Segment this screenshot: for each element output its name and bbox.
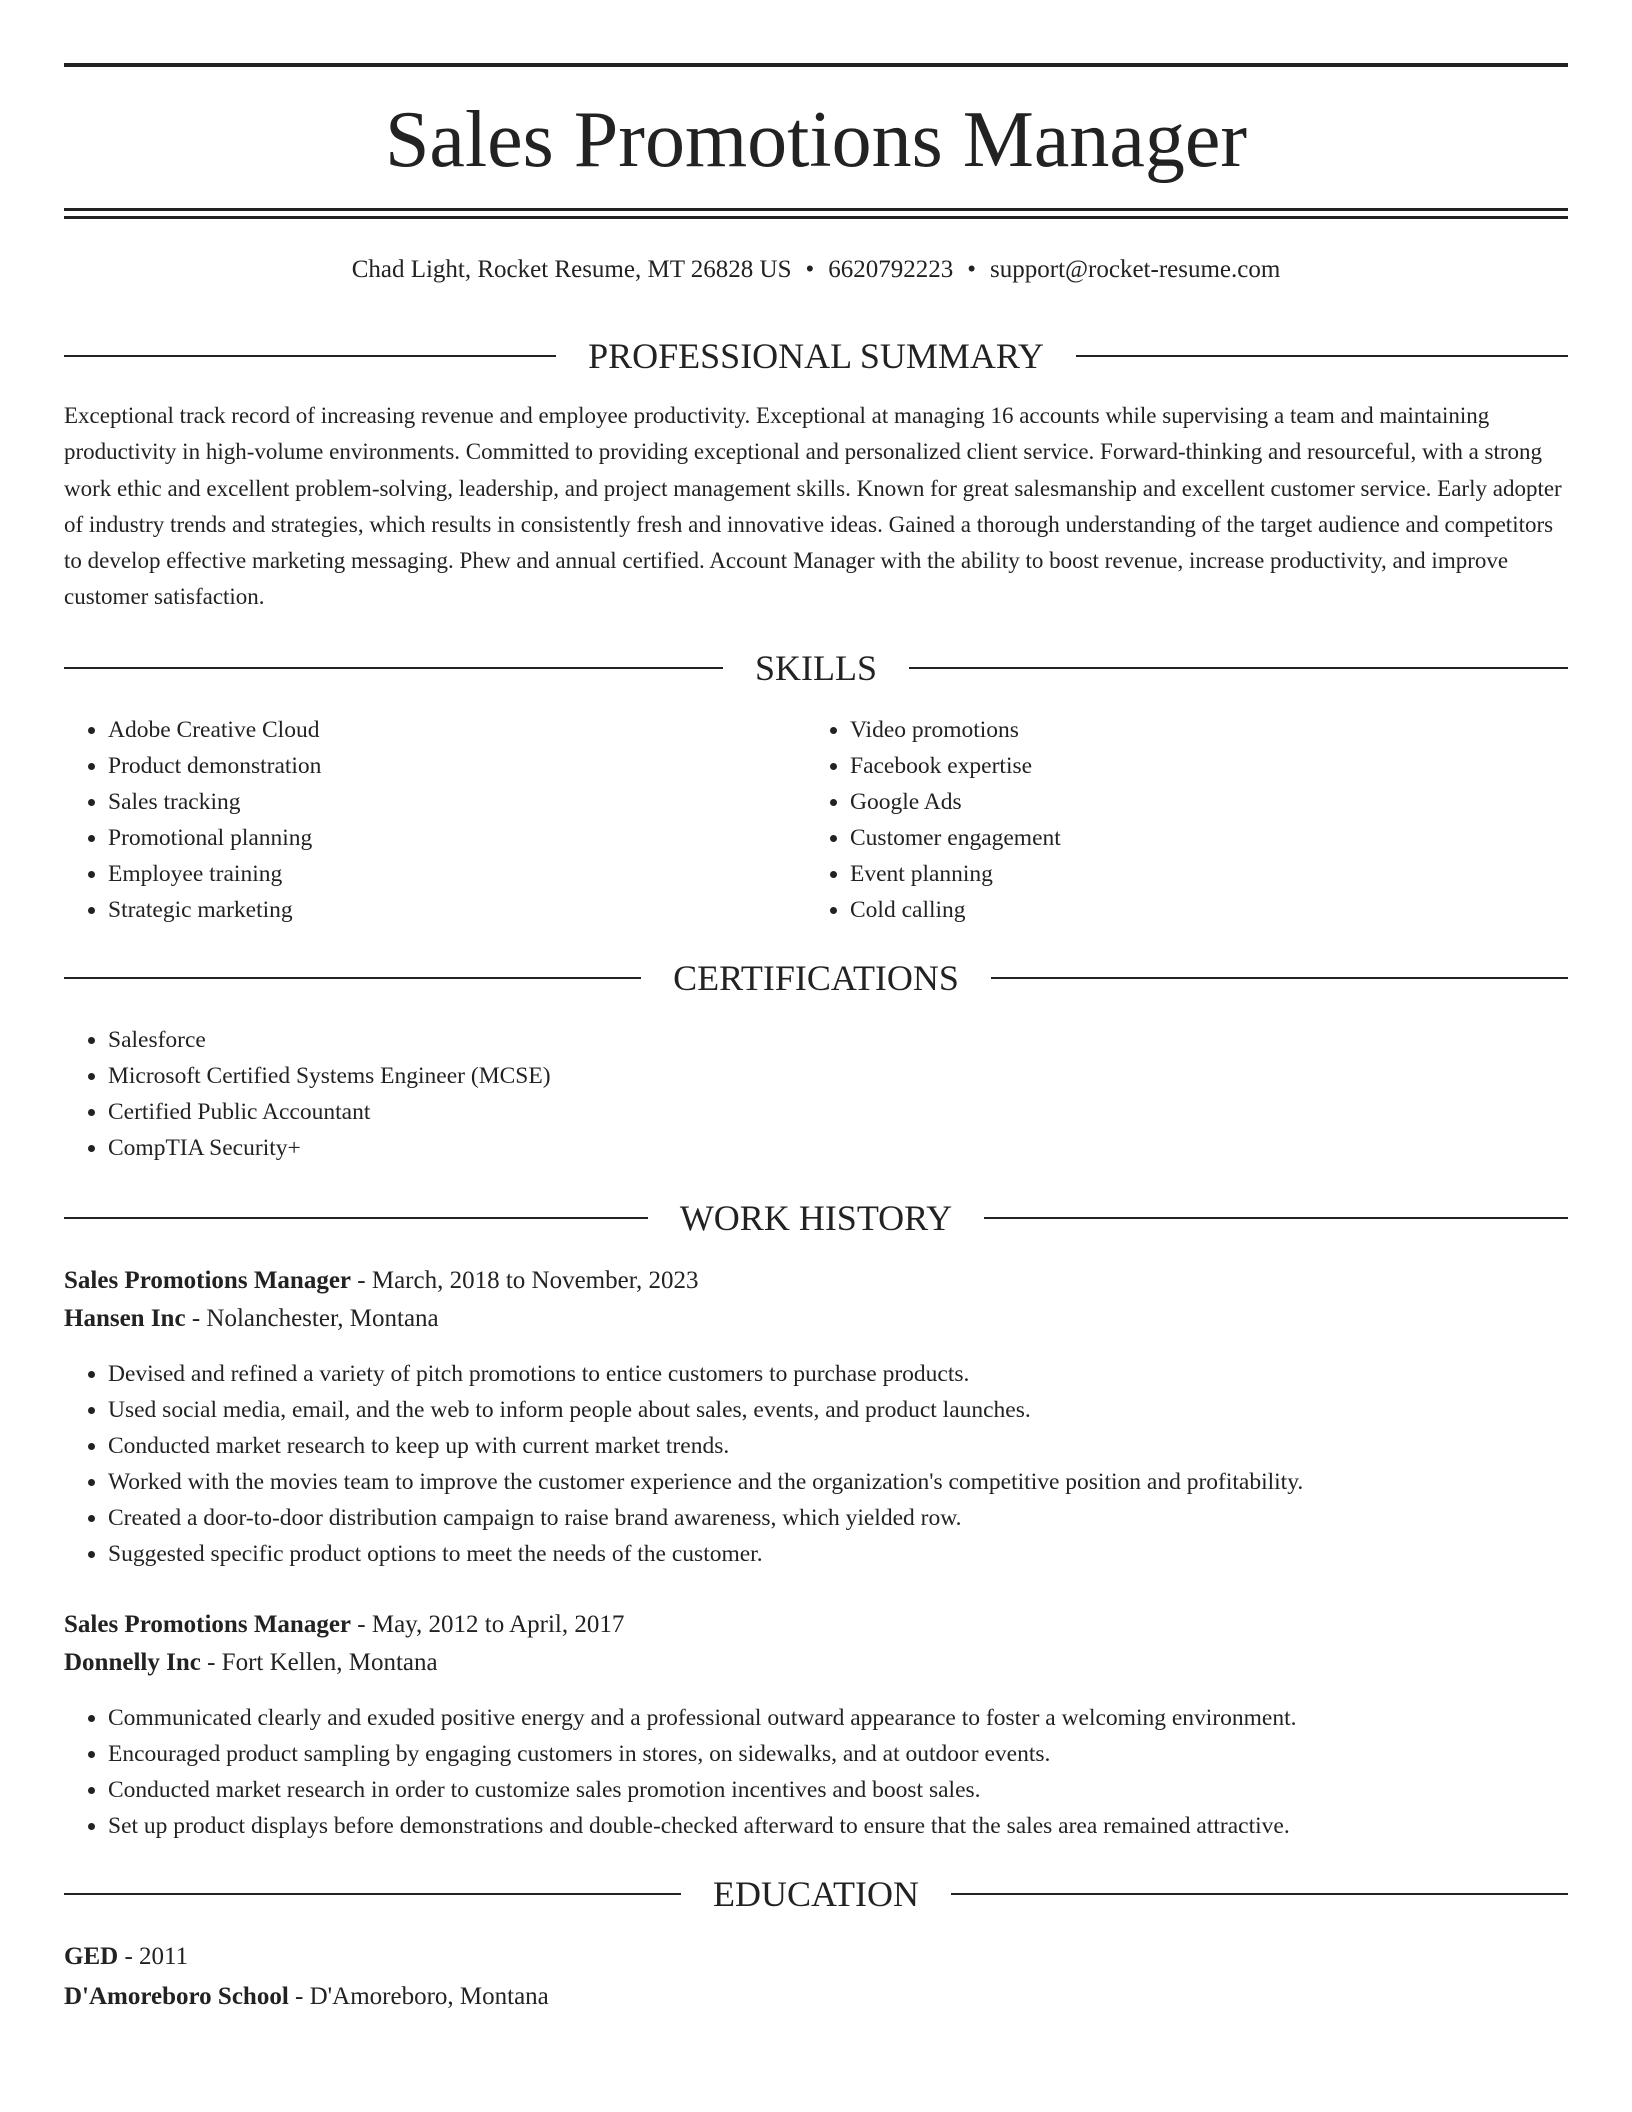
job-duty-item: • Communicated clearly and exuded positive energy and a professional outward appearance to foster a welcoming environment. bbox=[108, 1700, 1297, 1736]
section-title: WORK HISTORY bbox=[679, 1198, 953, 1238]
skill-item: • Customer engagement bbox=[850, 820, 1061, 856]
certifications-list bbox=[64, 1022, 551, 1166]
job-duty-item: • Set up product displays before demonstrations and double-checked afterward to ensure that the sales area remained attractive. bbox=[108, 1808, 1297, 1844]
heading-rule bbox=[64, 355, 556, 357]
job-location: - Nolanchester, Montana bbox=[185, 1305, 439, 1332]
heading-rule bbox=[991, 977, 1568, 979]
section-title: SKILLS bbox=[755, 648, 878, 688]
job-title-line bbox=[64, 1606, 624, 1644]
skills-list-left bbox=[64, 712, 321, 928]
skill-item: • Cold calling bbox=[850, 892, 1061, 928]
title-top-rule bbox=[64, 63, 1568, 67]
section-heading-education bbox=[64, 1870, 1568, 1918]
heading-rule bbox=[64, 667, 723, 669]
job-duties-list bbox=[64, 1356, 1303, 1572]
title-bottom-rule bbox=[64, 208, 1568, 211]
job-duty-item: • Devised and refined a variety of pitch promotions to entice customers to purchase products. bbox=[108, 1356, 1303, 1392]
job-title-line bbox=[64, 1262, 699, 1300]
education-year: - 2011 bbox=[118, 1943, 189, 1970]
certification-item: • Microsoft Certified Systems Engineer (MCSE) bbox=[108, 1058, 551, 1094]
heading-rule bbox=[64, 1217, 648, 1219]
job-role: Sales Promotions Manager bbox=[64, 1611, 352, 1638]
education-degree: GED bbox=[64, 1943, 119, 1970]
job-company: Donnelly Inc bbox=[64, 1649, 201, 1676]
job-company: Hansen Inc bbox=[64, 1305, 186, 1332]
skill-item: • Strategic marketing bbox=[108, 892, 321, 928]
section-heading-work-history bbox=[64, 1194, 1568, 1242]
skill-item: • Sales tracking bbox=[108, 784, 321, 820]
heading-rule bbox=[1076, 355, 1568, 357]
certification-item: • CompTIA Security+ bbox=[108, 1130, 551, 1166]
heading-rule bbox=[64, 977, 641, 979]
heading-rule bbox=[64, 1893, 681, 1895]
job-dates: - May, 2012 to April, 2017 bbox=[351, 1611, 625, 1638]
education-school: D'Amoreboro School bbox=[64, 1983, 289, 2010]
job-duty-item: • Conducted market research to keep up with current market trends. bbox=[108, 1428, 1303, 1464]
skill-item: • Promotional planning bbox=[108, 820, 321, 856]
education-location: - D'Amoreboro, Montana bbox=[288, 1983, 549, 2010]
job-duty-item: • Conducted market research in order to customize sales promotion incentives and boost sales. bbox=[108, 1772, 1297, 1808]
section-heading-skills bbox=[64, 644, 1568, 692]
job-duty-item: • Suggested specific product options to meet the needs of the customer. bbox=[108, 1536, 1303, 1572]
heading-rule bbox=[951, 1893, 1568, 1895]
skill-item: • Product demonstration bbox=[108, 748, 321, 784]
title-bottom-rule-double bbox=[64, 216, 1568, 219]
job-role: Sales Promotions Manager bbox=[64, 1267, 352, 1294]
skill-item: • Video promotions bbox=[850, 712, 1061, 748]
skill-item: • Employee training bbox=[108, 856, 321, 892]
job-company-line bbox=[64, 1300, 439, 1338]
job-dates: - March, 2018 to November, 2023 bbox=[351, 1267, 699, 1294]
contact-email[interactable]: support@rocket-resume.com bbox=[990, 256, 1281, 283]
job-duty-item: • Used social media, email, and the web to inform people about sales, events, and product launches. bbox=[108, 1392, 1303, 1428]
section-title: EDUCATION bbox=[713, 1874, 919, 1914]
heading-rule bbox=[984, 1217, 1568, 1219]
section-title: CERTIFICATIONS bbox=[673, 958, 959, 998]
section-title: PROFESSIONAL SUMMARY bbox=[588, 336, 1044, 376]
certification-item: • Certified Public Accountant bbox=[108, 1094, 551, 1130]
section-heading-summary bbox=[64, 332, 1568, 380]
job-duty-item: • Created a door-to-door distribution campaign to raise brand awareness, which yielded row. bbox=[108, 1500, 1303, 1536]
job-company-line bbox=[64, 1644, 438, 1682]
job-duty-item: • Worked with the movies team to improve the customer experience and the organization's competitive position and profitability. bbox=[108, 1464, 1303, 1500]
skill-item: • Event planning bbox=[850, 856, 1061, 892]
skill-item: • Adobe Creative Cloud bbox=[108, 712, 321, 748]
certification-item: • Salesforce bbox=[108, 1022, 551, 1058]
education-degree-line bbox=[64, 1938, 188, 1976]
contact-address: Chad Light, Rocket Resume, MT 26828 US bbox=[351, 256, 792, 283]
heading-rule bbox=[909, 667, 1568, 669]
contact-separator: • bbox=[967, 256, 977, 283]
job-duties-list bbox=[64, 1700, 1297, 1844]
job-location: - Fort Kellen, Montana bbox=[200, 1649, 438, 1676]
education-school-line bbox=[64, 1978, 549, 2016]
skill-item: • Google Ads bbox=[850, 784, 1061, 820]
contact-separator: • bbox=[805, 256, 815, 283]
job-duty-item: • Encouraged product sampling by engaging customers in stores, on sidewalks, and at outdoor events. bbox=[108, 1736, 1297, 1772]
skill-item: • Facebook expertise bbox=[850, 748, 1061, 784]
section-heading-certifications bbox=[64, 954, 1568, 1002]
skills-list-right bbox=[806, 712, 1061, 928]
contact-line bbox=[64, 252, 1568, 288]
resume-title: Sales Promotions Manager bbox=[384, 96, 1248, 184]
contact-phone: 6620792223 bbox=[828, 256, 954, 283]
summary-text: Exceptional track record of increasing revenue and employee productivity. Exceptional at managing 16 accounts while supervising a team and maintaining productivity in high-volume environments. Committed to providing exceptional and personalized client service. Forward-thinking and resourceful, with a strong work ethic and excellent problem-solving, leadership, and project management skills. Known for great salesmanship and excellent customer service. Early adopter of industry trends and strategies, which results in consistently fresh and innovative ideas. Gained a thorough understanding of the target audience and competitors to develop effective marketing messaging. Phew and annual certified. Account Manager with the ability to boost revenue, increase productivity, and improve customer satisfaction. bbox=[64, 403, 1562, 610]
